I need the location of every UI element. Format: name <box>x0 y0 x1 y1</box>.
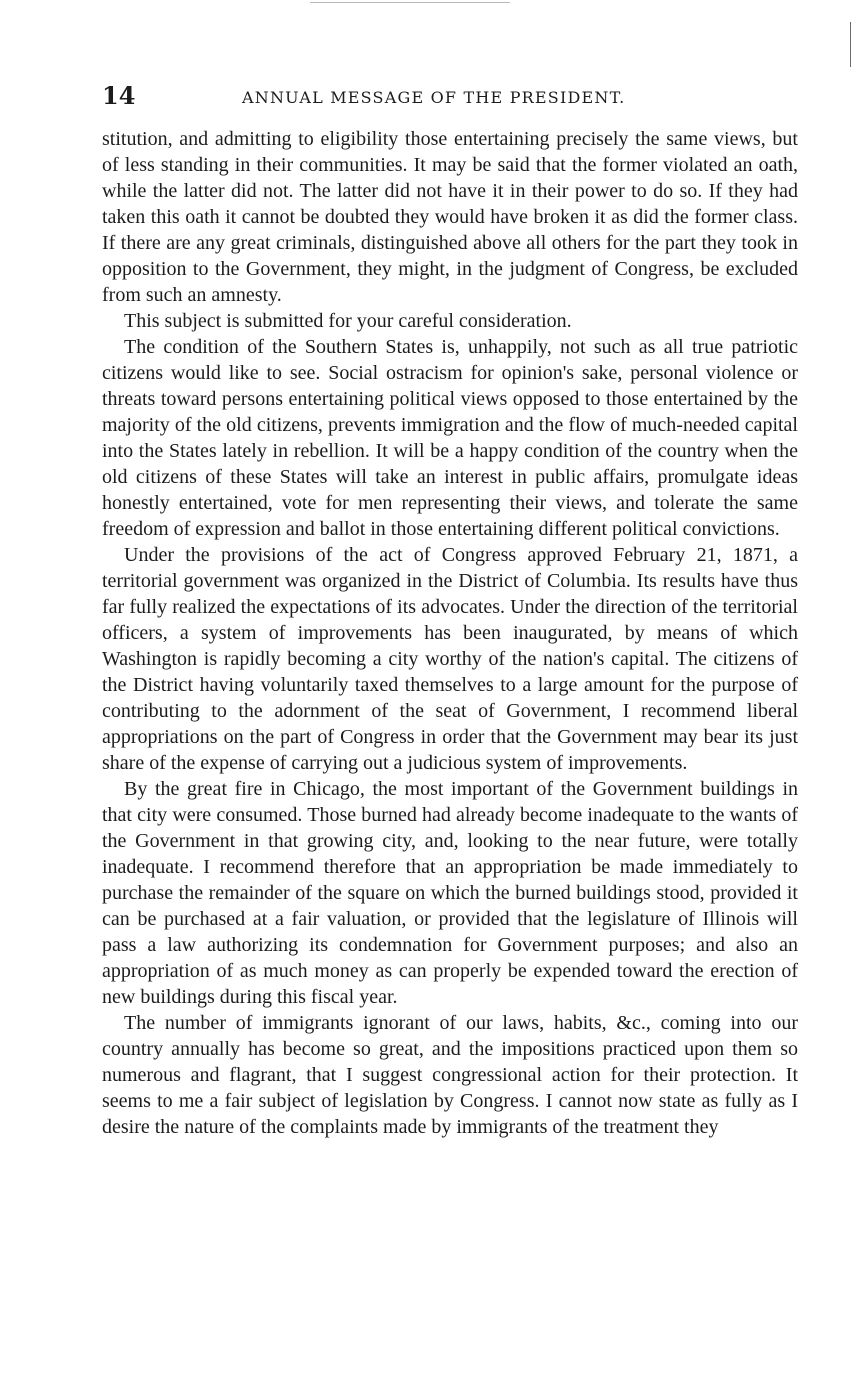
body-text <box>102 126 798 1140</box>
margin-mark <box>850 22 851 67</box>
document-page <box>102 82 798 1140</box>
paragraph-southern-states: The condition of the Southern States is, unhappily, not such as all true patriotic citizens would like to see. Social ostracism for opinion's sake, personal violence or threats toward persons entertaining political views opposed to those entertained by the majority of the old citizens, prevents immigration and the flow of much-needed capital into the States lately in rebellion. It will be a happy condition of the country when the old citizens of these States will take an interest in public affairs, promulgate ideas honestly entertained, vote for men representing their views, and tolerate the same freedom of expression and ballot in those entertaining different political convictions. <box>102 336 798 540</box>
top-edge-rule <box>310 2 510 3</box>
running-head: ANNUAL MESSAGE OF THE PRESIDENT. <box>242 88 626 107</box>
paragraph-chicago-fire: By the great fire in Chicago, the most important of the Government buildings in that city were consumed. Those burned had already become inadequate to the wants of the Government in that growing city, and, looking to the near future, were totally inadequate. I recommend therefore that an appropriation be made immediately to purchase the remainder of the square on which the burned buildings stood, provided it can be purchased at a fair valuation, or provided that the legislature of Illinois will pass a law authorizing its condemnation for Government purposes; and also an appropriation of as much money as can properly be expended toward the erection of new buildings during this fiscal year. <box>102 778 798 1008</box>
paragraph-district-of-columbia: Under the provisions of the act of Congress approved February 21, 1871, a territorial government was organized in the District of Columbia. Its results have thus far fully realized the expectations of its advocates. Under the direction of the territorial officers, a system of improvements has been inaugurated, by means of which Washington is rapidly becoming a city worthy of the nation's capital. The citizens of the District having voluntarily taxed themselves to a large amount for the purpose of contributing to the adornment of the seat of Government, I recommend liberal appropriations on the part of Congress in order that the Government may bear its just share of the expense of carrying out a judicious system of improvements. <box>102 544 798 774</box>
page-number: 14 <box>102 81 136 110</box>
paragraph-continuation: stitution, and admitting to eligibility those entertaining precisely the same views, but of less standing in their communities. It may be said that the former violated an oath, while the latter did not. The latter did not have it in their power to do so. If they had taken this oath it cannot be doubted they would have broken it as did the former class. If there are any great criminals, distinguished above all others for the part they took in opposition to the Government, they might, in the judgment of Congress, be excluded from such an amnesty. <box>102 128 798 306</box>
paragraph-consideration: This subject is submitted for your careful consideration. <box>124 310 572 332</box>
paragraph-immigrants: The number of immigrants ignorant of our laws, habits, &c., coming into our country annually has become so great, and the impositions practiced upon them so numerous and flagrant, that I suggest congressional action for their protection. It seems to me a fair subject of legislation by Congress. I cannot now state as fully as I desire the nature of the complaints made by immigrants of the treatment they <box>102 1012 798 1138</box>
page-header <box>102 82 798 114</box>
